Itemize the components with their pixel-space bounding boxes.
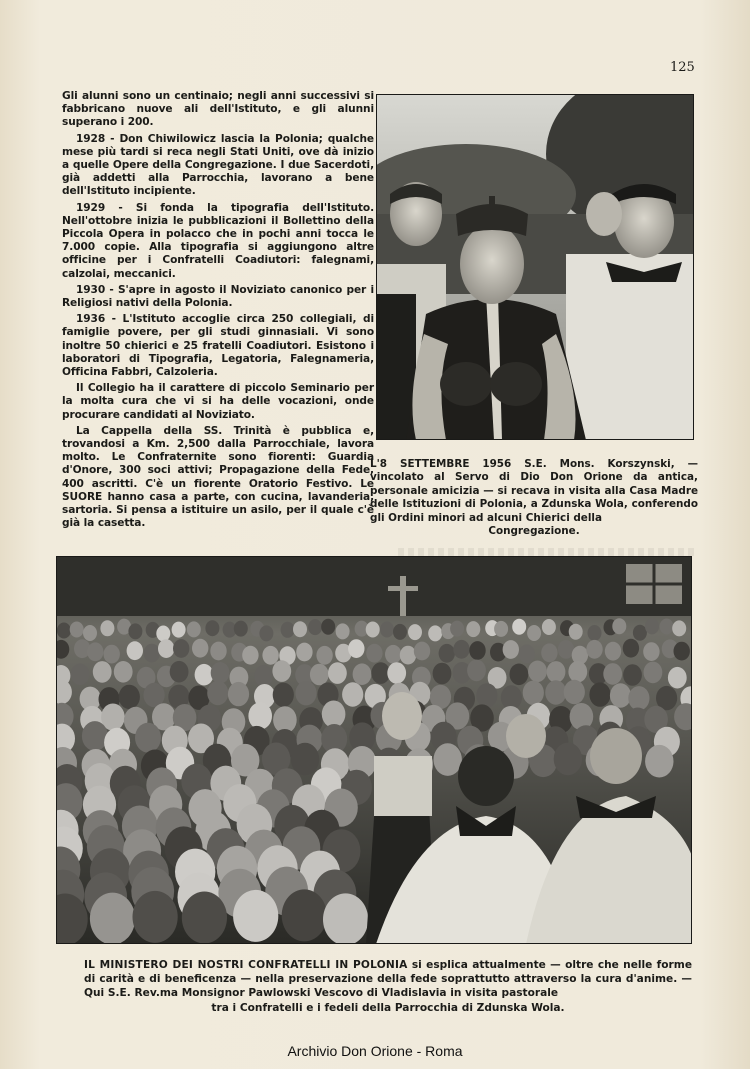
- photo-caption-bottom: [84, 958, 692, 1015]
- caption-last-line: tra i Confratelli e i fedeli della Parrocchia di Zdunska Wola.: [211, 1001, 565, 1014]
- body-paragraph: 1929 - Si fonda la tipografia dell'Istituto. Nell'ottobre inizia le pubblicazioni il Bollettino della Piccola Opera in polacco che in pochi anni tocca le 7.000 copie. Alla tipografia si aggiungono altre officine per i Confratelli Coadiutori: falegnami, calzolai, meccanici.: [62, 201, 374, 280]
- body-paragraph: 1928 - Don Chiwilowicz lascia la Polonia; qualche mese più tardi si reca negli Stati Uniti, ove dà inizio a quelle Opere della Congregazione. I due Sacerdoti, già addetti alla Parrocchia, lavorano a bene dell'Istituto incipiente.: [62, 132, 374, 198]
- caption-lead: IL MINISTERO DEI NOSTRI CONFRATELLI IN POLONIA: [84, 959, 408, 971]
- body-paragraph: 1936 - L'Istituto accoglie circa 250 collegiali, di famiglie povere, per gli studi ginnasiali. Vi sono inoltre 50 chierici e 25 fratelli Coadiutori. Esistono i laboratori di Tipografia, Legatoria, Falegnameria, Officina Fabbri, Calzoleria.: [62, 313, 374, 379]
- body-paragraph: Gli alunni sono un centinaio; negli anni successivi si fabbricano nuove ali dell'Istituto, e gli alunni superano i 200.: [62, 90, 374, 129]
- photo-caption-top: [370, 458, 698, 538]
- body-text-column: [62, 90, 374, 534]
- caption-text: si esplica attualmente — oltre che nelle forme di carità e di beneficenza — nella preservazione della fede soprattutto attraverso la cura d'anime. — Qui S.E. Rev.ma Monsignor Pawlowski Vescovo di Vladislavia in visita pastorale: [84, 959, 693, 1000]
- bishop-portrait-photo: [376, 94, 694, 440]
- page-number: 125: [670, 60, 695, 75]
- body-paragraph: Il Collegio ha il carattere di piccolo Seminario per la molta cura che vi si ha delle vocazioni, onde procurare candidati al Noviziato.: [62, 382, 374, 421]
- body-paragraph: 1930 - S'apre in agosto il Noviziato canonico per i Religiosi nativi della Polonia.: [62, 283, 374, 310]
- caption-text: L'8 SETTEMBRE 1956 S.E. Mons. Korszynski, — vincolato al Servo di Dio Don Orione da antica, personale amicizia — si recava in visita alla Casa Madre delle Istituzioni di Polonia, a Zdunska Wola, conferendo gli Ordini minori ad alcuni Chierici della: [370, 458, 698, 524]
- show-through-text: [398, 548, 698, 556]
- archive-footer: Archivio Don Orione - Roma: [287, 1043, 463, 1059]
- caption-last-line: Congregazione.: [488, 525, 580, 538]
- body-paragraph: La Cappella della SS. Trinità è pubblica e, trovandosi a Km. 2,500 dalla Parrocchiale, lavora molto. Le Confraternite sono fiorenti: Guardia d'Onore, 300 soci attivi; Propagazione della Fede, 400 ascritti. C'è un fiorente Oratorio Festivo. Le SUORE hanno casa a parte, con cucina, lavanderia, sartoria. Si pensa a istituire un asilo, per il quale c'è già la casetta.: [62, 424, 374, 530]
- pastoral-visit-crowd-photo: [56, 556, 692, 944]
